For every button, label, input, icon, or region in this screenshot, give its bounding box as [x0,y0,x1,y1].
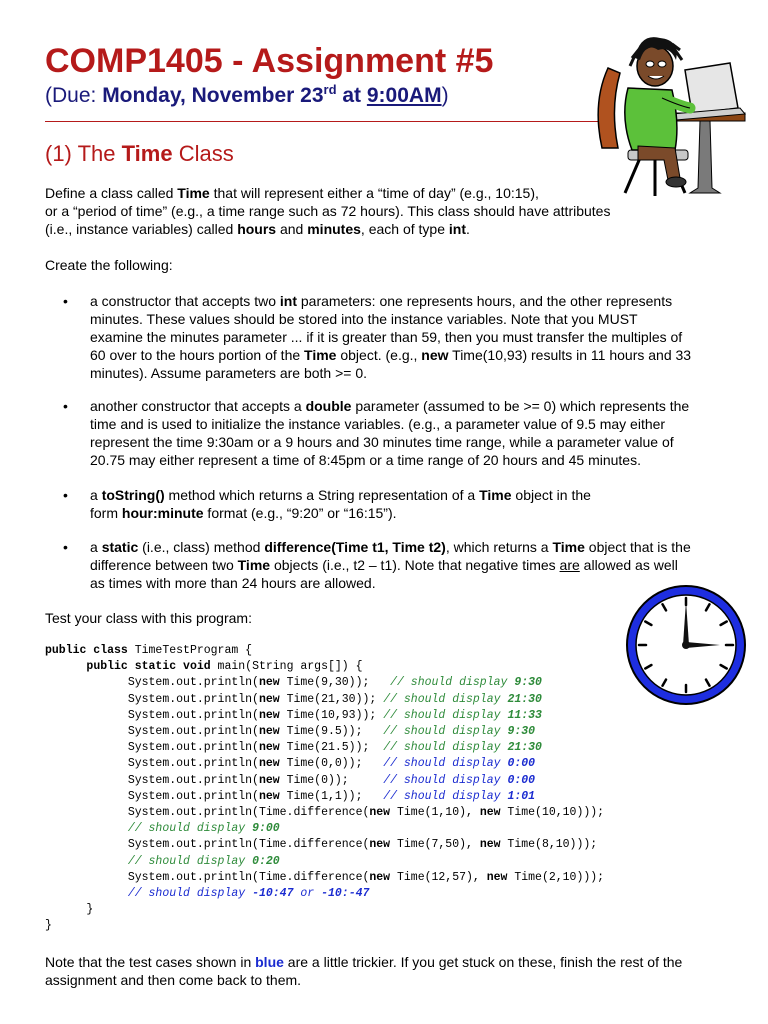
line: examine the minutes parameter ... if it is greater than 59, then you must transfer the multiples of [90,329,683,345]
code-line [45,918,604,934]
text: object. (e.g., [336,347,422,363]
code-text: Time.difference( [258,806,370,820]
text: , each of type [360,221,449,237]
keyword: new [258,773,280,787]
code-text: System.out.println( [127,789,259,803]
keyword: public static void [86,660,211,674]
code-text: Time.difference( [258,870,370,884]
comment [128,822,280,835]
text-bold: Time [237,557,271,573]
text-bold: Time [304,347,337,363]
keyword: new [258,725,280,739]
line: minutes). Assume parameters are both >= 0. [90,365,368,381]
bullet-text [90,292,691,382]
code-text: System.out.println( [127,741,259,755]
comment-text: // should display [127,854,253,868]
code-text: System.out.println( [127,870,259,884]
keyword: new [258,692,280,706]
code-text: main(String args[]) { [210,660,363,674]
text: allowed as well [579,557,678,573]
code-line [45,789,604,805]
line: 20.75 may either represent a time of 8:45pm or a time range of 20 hours and 45 minutes. [90,452,641,468]
expected-value: -10:-47 [321,887,370,901]
keyword: new [258,741,280,755]
text-bold: new [421,347,449,363]
line [90,486,591,504]
comment-text: or [293,887,322,901]
comment [383,774,535,787]
code-line [45,805,604,821]
line: represent the time 9:30am or a 9 hours and 30 minutes time range, while a parameter value of [90,434,674,450]
code-line [45,675,604,691]
code-text: Time(10,10))); [500,806,605,820]
code-line [45,854,604,870]
comment [383,693,542,706]
text-bold: double [305,398,352,414]
code-text: Time(0,0)); [279,757,384,771]
line [90,397,689,415]
text-bold: toString() [101,487,165,503]
comment-text: // should display [383,789,508,803]
text: . [465,221,470,237]
code-text: Time(7,50), [390,838,480,852]
code-line [45,886,604,902]
comment [383,725,535,738]
text: method which returns a String representation of a [164,487,480,503]
bullet-dot: • [63,539,68,555]
text: are a little trickier. If you get stuck on these, finish the rest of the [283,954,683,970]
text: a constructor that accepts two [90,293,280,309]
code-text: System.out.println( [127,838,259,852]
bullet-dot: • [63,293,68,309]
expected-value: 1:01 [507,789,536,803]
text-bold: Time [177,185,210,201]
text: , which returns a [445,539,553,555]
line [90,346,691,364]
note-line-1 [45,953,682,971]
code-text: Time(21.5)); [279,741,384,755]
code-text: Time(1,1)); [279,789,384,803]
line: minutes. These values should be stored into the instance variables. Note that you MUST [90,311,638,327]
section-heading [45,141,234,167]
keyword: new [479,806,501,820]
due-day: Monday, November 23 [102,84,324,107]
keyword: new [369,838,391,852]
line: time and is used to initialize the instance variables. (e.g., a parameter value of 9.5 may either [90,416,666,432]
keyword: new [369,870,391,884]
code-text: System.out.println( [127,692,259,706]
text: parameter (assumed to be >= 0) which represents the [351,398,690,414]
comment-text: // should display [390,676,515,690]
comment [128,855,280,868]
line: as times with more than 24 hours are allowed. [90,575,376,591]
expected-value: -10:47 [252,887,294,901]
section-classname: Time [121,141,173,166]
text: form [90,505,122,521]
student-laptop-illustration [580,28,750,198]
text-bold: hour:minute [121,505,204,521]
code-text: Time(12,57), [390,870,487,884]
text-blue: blue [255,954,284,970]
text: Time(10,93) results in 11 hours and 33 [448,347,692,363]
code-line [45,659,604,675]
text: format (e.g., “9:20” or “16:15”). [203,505,397,521]
expected-value: 0:00 [507,773,536,787]
code-text: Time(10,93)); [279,708,384,722]
code-text: } [45,919,52,933]
keyword: new [486,870,508,884]
due-at: at [336,84,367,107]
code-text: } [86,903,94,917]
expected-value: 9:00 [252,822,280,836]
comment-text: // should display [383,708,508,722]
line [90,292,691,310]
text: Define a class called [45,185,178,201]
comment-text: // should display [127,887,253,901]
expected-value: 11:33 [507,708,542,722]
keyword: new [258,789,280,803]
line [90,538,691,556]
code-line [45,708,604,724]
expected-value: 9:30 [514,676,542,690]
text: Note that the test cases shown in [45,954,256,970]
title-divider [45,121,605,122]
text: and [276,221,308,237]
code-line [45,870,604,886]
expected-value: 21:30 [507,741,542,755]
create-heading: Create the following: [45,257,173,273]
expected-value: 9:30 [507,725,536,739]
comment-text: // should display [383,741,508,755]
code-text: Time(21,30)); [279,692,384,706]
bullet-dot: • [63,487,68,503]
code-line [45,756,604,772]
line [90,504,591,522]
comment [383,790,535,803]
comment [128,887,370,900]
code-text: Time(9.5)); [279,725,384,739]
due-time: 9:00AM [366,84,442,107]
expected-value: 21:30 [507,692,542,706]
bullet-text [90,397,689,469]
text-bold: Time [552,539,585,555]
code-text: System.out.println( [127,676,259,690]
code-line [45,821,604,837]
text: a [90,539,102,555]
code-text: Time(2,10))); [507,870,605,884]
text: object in the [511,487,591,503]
test-intro: Test your class with this program: [45,610,252,626]
text: object that is the [584,539,691,555]
keyword: new [258,708,280,722]
section-prefix: (1) The [45,141,122,166]
comment-text: // should display [383,692,508,706]
text: a [90,487,102,503]
keyword: new [369,806,391,820]
code-line [45,837,604,853]
line [90,556,691,574]
code-text: System.out.println( [127,725,259,739]
code-line [45,692,604,708]
text: 60 over to the hours portion of the [90,347,305,363]
comment-text: // should display [383,773,508,787]
code-line [45,740,604,756]
text: that will represent either a “time of day” (e.g., 10:15), [209,185,539,201]
text-bold: static [101,539,139,555]
due-date [45,82,449,108]
intro-line-3 [45,220,470,238]
code-text: Time.difference( [258,838,370,852]
code-text: Time(9,30)); [279,676,391,690]
keyword: new [479,838,501,852]
comment [390,676,542,689]
text: difference between two [90,557,238,573]
section-suffix: Class [172,141,234,166]
keyword: new [258,757,280,771]
intro-line-1 [45,184,539,202]
code-text: Time(0)); [279,773,384,787]
text-bold: Time [479,487,512,503]
code-line [45,643,604,659]
text: parameters: one represents hours, and the other represents [296,293,673,309]
code-text: System.out.println( [127,773,259,787]
text: (i.e., class) method [138,539,265,555]
text-underline: are [559,557,580,573]
code-line [45,773,604,789]
code-text: System.out.println( [127,806,259,820]
text-bold: minutes [307,221,361,237]
comment-text: // should display [127,822,253,836]
expected-value: 0:20 [252,854,280,868]
due-prefix: (Due: [45,84,103,107]
text-bold: int [279,293,297,309]
expected-value: 0:00 [507,757,536,771]
bullet-dot: • [63,398,68,414]
code-text: Time(8,10))); [500,838,598,852]
keyword: public class [45,644,128,657]
text-bold: difference(Time t1, Time t2) [264,539,446,555]
code-line [45,724,604,740]
text-bold: int [448,221,466,237]
due-ordinal: rd [323,82,337,97]
intro-line-2: or a “period of time” (e.g., a time range such as 72 hours). This class should have attributes [45,203,611,219]
comment-text: // should display [383,725,508,739]
comment [383,741,542,754]
comment [383,709,542,722]
page-title: COMP1405 - Assignment #5 [45,42,494,80]
code-text: Time(1,10), [390,806,480,820]
code-listing [45,643,604,935]
code-text: TimeTestProgram { [127,644,253,657]
due-suffix: ) [441,84,449,107]
keyword: new [258,676,280,690]
code-text: System.out.println( [127,757,259,771]
bullet-text [90,486,591,522]
text: another constructor that accepts a [90,398,306,414]
comment-text: // should display [383,757,508,771]
text: objects (i.e., t2 – t1). Note that negative times [270,557,560,573]
bullet-text [90,538,691,592]
text: (i.e., instance variables) called [45,221,238,237]
clock-icon [624,583,748,707]
note-line-2: assignment and then come back to them. [45,972,302,988]
text-bold: hours [237,221,277,237]
comment [383,757,535,770]
code-line [45,902,604,918]
code-text: System.out.println( [127,708,259,722]
